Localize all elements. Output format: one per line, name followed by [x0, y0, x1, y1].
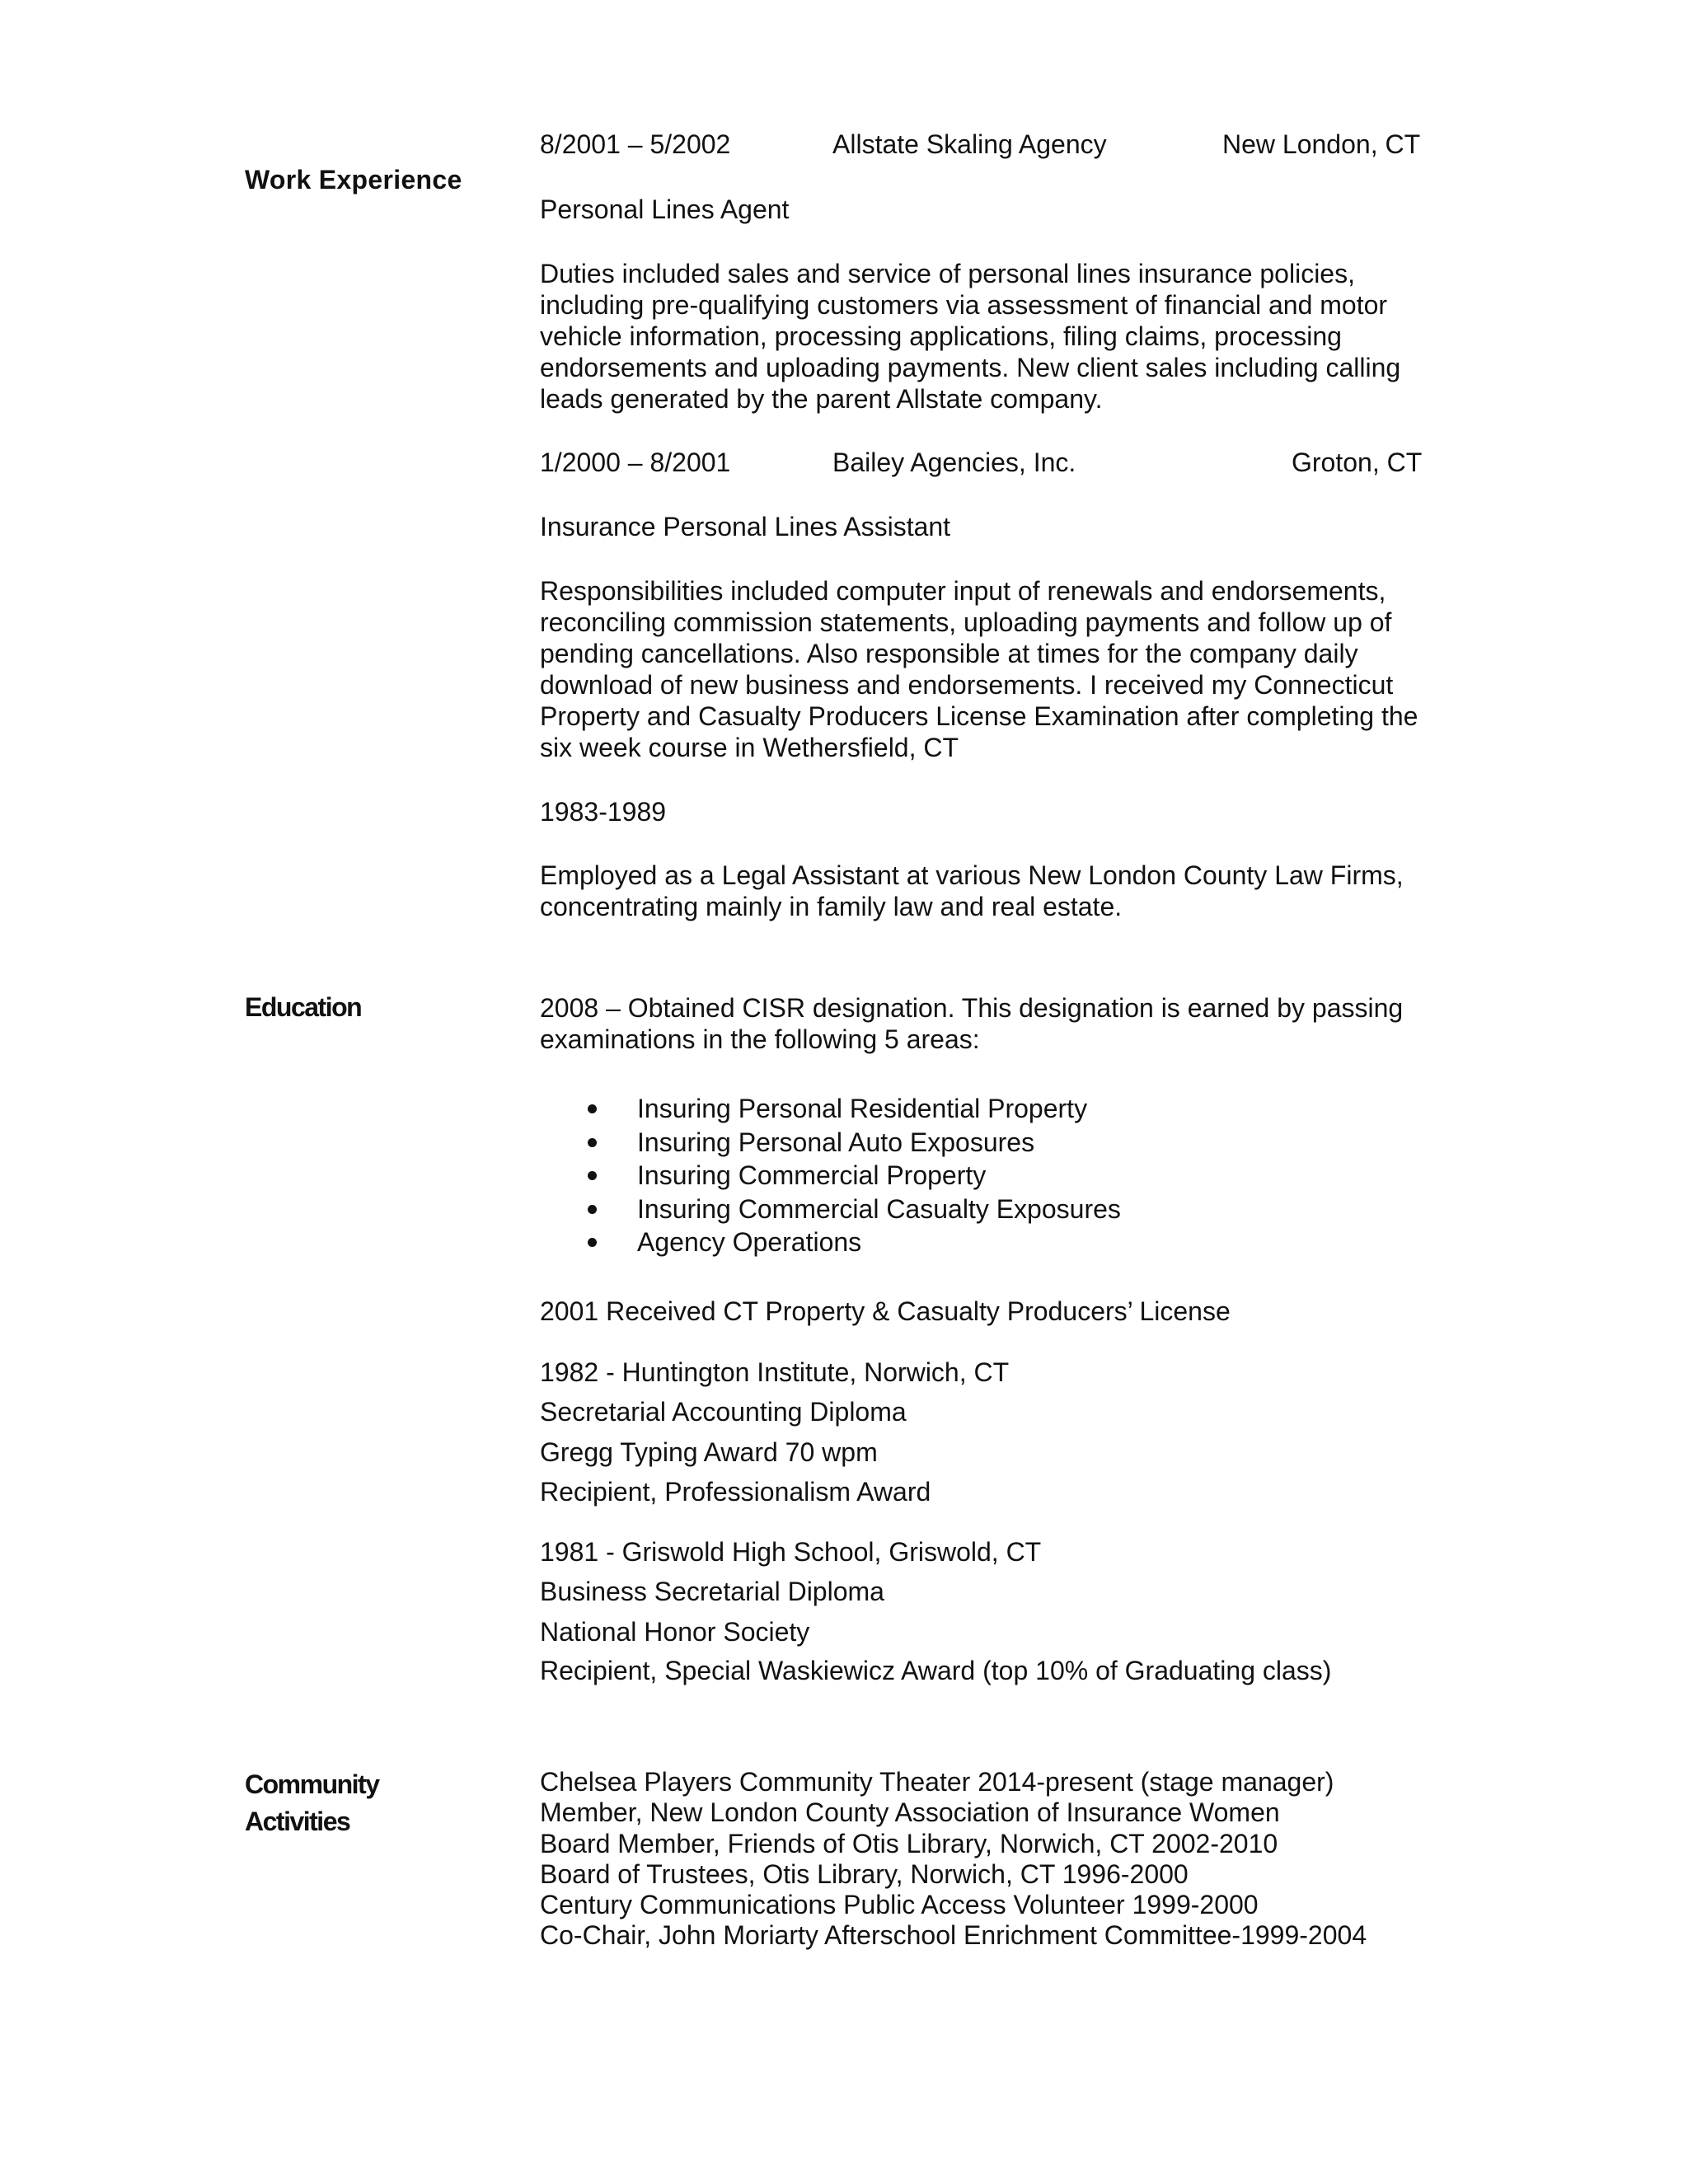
bullet-icon: [588, 1171, 597, 1180]
job-title: Personal Lines Agent: [540, 194, 790, 224]
community-item: Chelsea Players Community Theater 2014-present (stage manager): [540, 1767, 1334, 1797]
education-line: 1981 - Griswold High School, Griswold, CT: [540, 1537, 1042, 1567]
bullet-icon: [588, 1104, 597, 1113]
education-heading: Education: [245, 992, 362, 1022]
cisr-areas-list: [540, 1092, 1121, 1259]
list-item: [540, 1092, 1121, 1126]
education-line: Recipient, Professionalism Award: [540, 1477, 931, 1507]
job-dates: 1983-1989: [540, 797, 667, 827]
job-location: Groton, CT: [1292, 448, 1423, 477]
community-item: Board Member, Friends of Otis Library, Norwich, CT 2002-2010: [540, 1829, 1278, 1858]
license-line: 2001 Received CT Property & Casualty Producers’ License: [540, 1296, 1231, 1326]
list-item: [540, 1193, 1121, 1226]
cisr-area: Agency Operations: [637, 1227, 862, 1257]
bullet-icon: [588, 1138, 597, 1147]
community-item: Member, New London County Association of Insurance Women: [540, 1797, 1280, 1827]
community-heading-line1: Community: [245, 1769, 379, 1799]
cisr-area: Insuring Commercial Property: [637, 1160, 987, 1190]
cisr-intro: 2008 – Obtained CISR designation. This designation is earned by passing examinations in the following 5 areas:: [540, 993, 1404, 1054]
job-dates: 8/2001 – 5/2002: [540, 129, 731, 159]
job-title: Insurance Personal Lines Assistant: [540, 512, 951, 541]
cisr-area: Insuring Personal Auto Exposures: [637, 1127, 1035, 1157]
education-line: Secretarial Accounting Diploma: [540, 1397, 907, 1427]
education-line: Business Secretarial Diploma: [540, 1577, 884, 1606]
job-description: Employed as a Legal Assistant at various New London County Law Firms, concentrating mainly in family law and real estate.: [540, 860, 1404, 921]
education-line: National Honor Society: [540, 1617, 810, 1647]
community-item: Board of Trustees, Otis Library, Norwich, CT 1996-2000: [540, 1859, 1189, 1889]
job-employer: Bailey Agencies, Inc.: [832, 448, 1076, 477]
job-employer: Allstate Skaling Agency: [832, 129, 1107, 159]
bullet-icon: [588, 1205, 597, 1214]
cisr-area: Insuring Personal Residential Property: [637, 1094, 1088, 1123]
list-item: [540, 1159, 1121, 1193]
bullet-icon: [588, 1238, 597, 1247]
job-dates: 1/2000 – 8/2001: [540, 448, 731, 477]
job-location: New London, CT: [1222, 129, 1421, 159]
education-line: Gregg Typing Award 70 wpm: [540, 1437, 878, 1467]
community-item: Century Communications Public Access Volunteer 1999-2000: [540, 1890, 1259, 1919]
education-line: Recipient, Special Waskiewicz Award (top 10% of Graduating class): [540, 1656, 1332, 1685]
community-heading-line2: Activities: [245, 1807, 350, 1836]
job-description: Responsibilities included computer input of renewals and endorsements, reconciling commission statements, uploading payments and follow up of pending cancellations. Also responsible at times for the company daily download of new business and endorsements. I received my Connecticut Property and Casualty Producers License Examination after completing the six week course in Wethersfield, CT: [540, 576, 1418, 762]
job-description: Duties included sales and service of personal lines insurance policies, including pre-qualifying customers via assessment of financial and motor vehicle information, processing applications, filing claims, processing endorsements and uploading payments. New client sales including calling leads generated by the parent Allstate company.: [540, 259, 1401, 414]
cisr-area: Insuring Commercial Casualty Exposures: [637, 1193, 1121, 1224]
education-line: 1982 - Huntington Institute, Norwich, CT: [540, 1357, 1010, 1387]
community-item: Co-Chair, John Moriarty Afterschool Enrichment Committee-1999-2004: [540, 1920, 1367, 1950]
list-item: [540, 1226, 1121, 1259]
list-item: [540, 1126, 1121, 1160]
work-experience-heading: Work Experience: [245, 165, 462, 194]
